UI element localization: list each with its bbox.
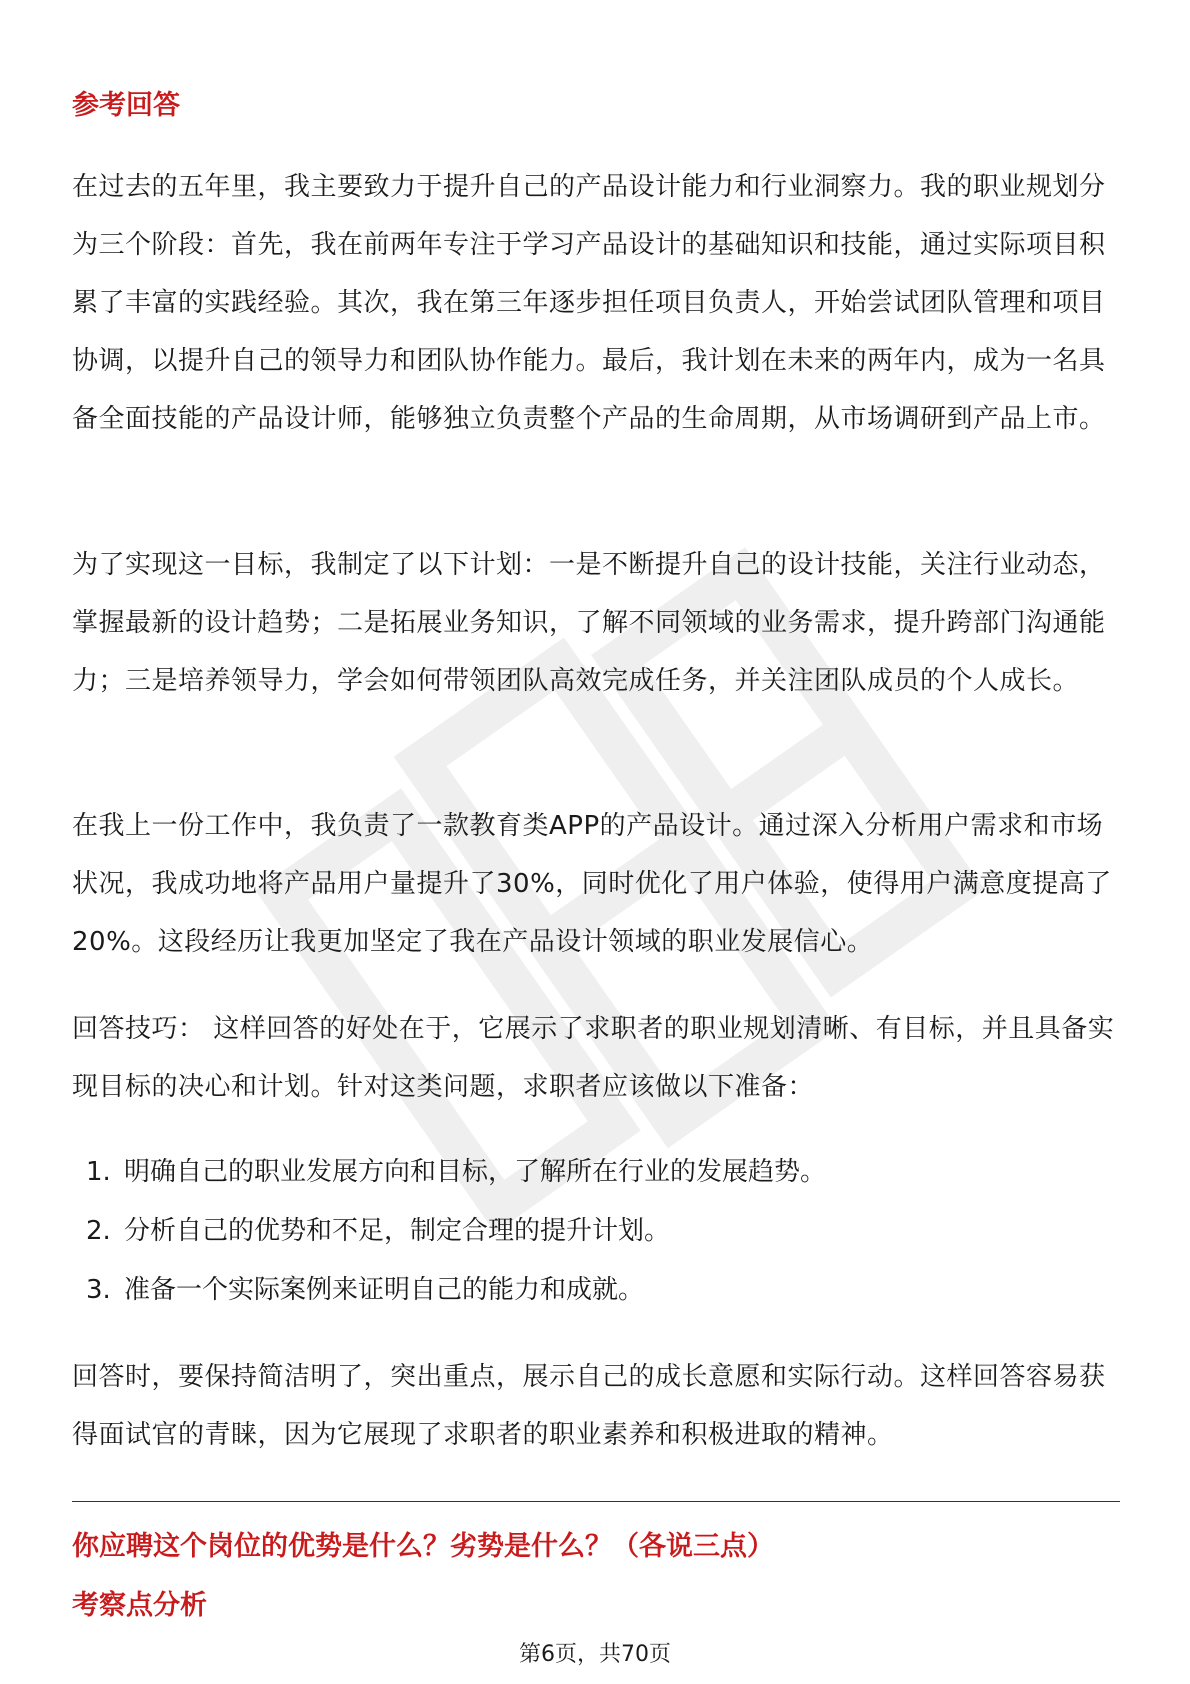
plan-paragraph: 为了实现这一目标，我制定了以下计划：一是不断提升自己的设计技能，关注行业动态，掌握最新的设计趋势；二是拓展业务知识，了解不同领域的业务需求，提升跨部门沟通能力；三是培养领导力，学会如何带领团队高效完成任务，并关注团队成员的个人成长。 <box>72 550 1106 696</box>
list-item <box>72 1202 1120 1261</box>
tips-paragraph: 回答技巧： 这样回答的好处在于，它展示了求职者的职业规划清晰、有目标，并且具备实现目标的决心和计划。针对这类问题，求职者应该做以下准备： <box>72 1014 1115 1102</box>
answer-paragraph: 在过去的五年里，我主要致力于提升自己的产品设计能力和行业洞察力。我的职业规划分为三个阶段：首先，我在前两年专注于学习产品设计的基础知识和技能，通过实际项目积累了丰富的实践经验。其次，我在第三年逐步担任项目负责人，开始尝试团队管理和项目协调，以提升自己的领导力和团队协作能力。最后，我计划在未来的两年内，成为一名具备全面技能的产品设计师，能够独立负责整个产品的生命周期，从市场调研到产品上市。 <box>72 172 1106 434</box>
list-item <box>72 1261 1120 1320</box>
next-question-title: 你应聘这个岗位的优势是什么？劣势是什么？（各说三点） <box>72 1531 774 1562</box>
list-item-text: 明确自己的职业发展方向和目标，了解所在行业的发展趋势。 <box>124 1157 827 1187</box>
preparation-list <box>72 1143 1120 1320</box>
section-heading: 参考回答 <box>72 90 180 121</box>
section-divider <box>72 1501 1120 1502</box>
list-item-text: 准备一个实际案例来证明自己的能力和成就。 <box>124 1275 645 1305</box>
page-number: 第6页，共70页 <box>519 1642 671 1667</box>
experience-paragraph: 在我上一份工作中，我负责了一款教育类APP的产品设计。通过深入分析用户需求和市场状况，我成功地将产品用户量提升了30%，同时优化了用户体验，使得用户满意度提高了20%。这段经历让我更加坚定了我在产品设计领域的职业发展信心。 <box>72 811 1112 957</box>
list-item-number: 1. <box>86 1157 111 1187</box>
analysis-heading: 考察点分析 <box>72 1590 207 1621</box>
list-item-text: 分析自己的优势和不足，制定合理的提升计划。 <box>124 1216 671 1246</box>
list-item <box>72 1143 1120 1202</box>
list-item-number: 3. <box>86 1275 111 1305</box>
closing-paragraph: 回答时，要保持简洁明了，突出重点，展示自己的成长意愿和实际行动。这样回答容易获得面试官的青睐，因为它展现了求职者的职业素养和积极进取的精神。 <box>72 1362 1106 1450</box>
list-item-number: 2. <box>86 1216 111 1246</box>
